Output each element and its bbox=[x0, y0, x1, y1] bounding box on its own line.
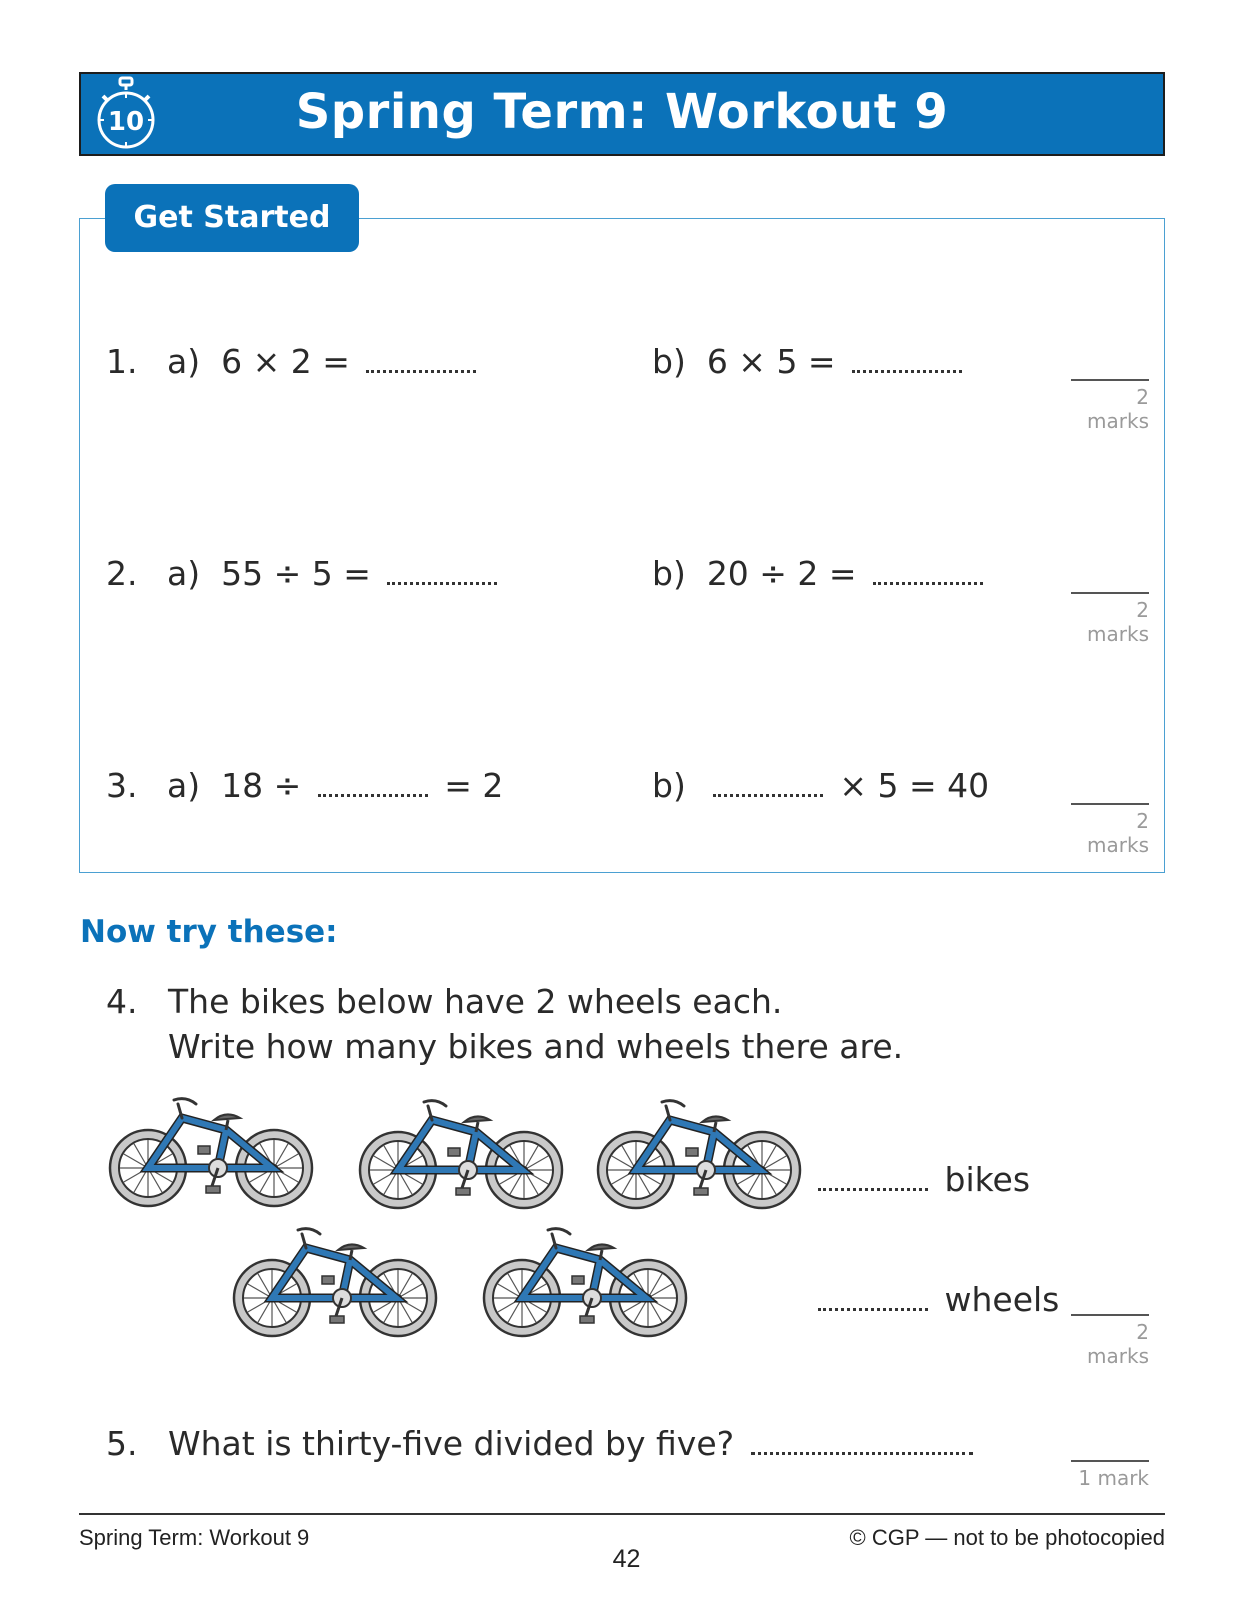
question-3-number: 3. bbox=[106, 766, 138, 805]
bike-illustration bbox=[356, 1092, 566, 1218]
question-3a bbox=[167, 766, 503, 805]
bikes-answer bbox=[818, 1160, 1030, 1199]
bicycle-icon bbox=[106, 1090, 316, 1216]
answer-blank-2b[interactable] bbox=[873, 576, 983, 585]
question-2a-text: 55 ÷ 5 = bbox=[221, 554, 371, 593]
question-5-text: What is thirty-five divided by five? bbox=[168, 1424, 735, 1463]
question-2b-text: 20 ÷ 2 = bbox=[706, 554, 857, 593]
answer-blank-1b[interactable] bbox=[852, 364, 962, 373]
question-2a-label: a) bbox=[167, 554, 201, 593]
answer-blank-2a[interactable] bbox=[387, 576, 497, 585]
question-4-line-1: The bikes below have 2 wheels each. bbox=[168, 982, 783, 1021]
answer-blank-wheels[interactable] bbox=[818, 1302, 928, 1311]
question-1b-text: 6 × 5 = bbox=[706, 342, 836, 381]
question-1a bbox=[167, 342, 482, 381]
bicycle-icon bbox=[480, 1220, 690, 1346]
question-1b bbox=[652, 342, 968, 381]
marks-q1: 2 marks bbox=[1071, 379, 1149, 433]
bike-illustration bbox=[106, 1090, 316, 1216]
marks-q2: 2 marks bbox=[1071, 592, 1149, 646]
question-2b-label: b) bbox=[652, 554, 686, 593]
wheels-label: wheels bbox=[944, 1280, 1060, 1319]
page-title: Spring Term: Workout 9 bbox=[295, 84, 949, 140]
question-1-number: 1. bbox=[106, 342, 138, 381]
footer-title: Spring Term: Workout 9 bbox=[79, 1525, 310, 1550]
header-bar bbox=[79, 72, 1165, 156]
answer-blank-1a[interactable] bbox=[366, 364, 476, 373]
answer-blank-bikes[interactable] bbox=[818, 1182, 928, 1191]
question-3b-post: × 5 = 40 bbox=[839, 766, 990, 805]
bicycle-icon bbox=[594, 1092, 804, 1218]
question-5-number: 5. bbox=[106, 1424, 138, 1463]
answer-blank-5[interactable] bbox=[751, 1446, 973, 1455]
question-2-number: 2. bbox=[106, 554, 138, 593]
question-1a-label: a) bbox=[167, 342, 201, 381]
marks-q5: 1 mark bbox=[1071, 1460, 1149, 1490]
section-heading: Now try these: bbox=[80, 914, 338, 950]
question-3b bbox=[652, 766, 989, 805]
bicycle-icon bbox=[356, 1092, 566, 1218]
bicycle-icon bbox=[230, 1220, 440, 1346]
answer-blank-3a[interactable] bbox=[318, 788, 428, 797]
wheels-answer bbox=[818, 1280, 1059, 1319]
question-4-number: 4. bbox=[106, 982, 138, 1021]
bike-illustration bbox=[230, 1220, 440, 1346]
question-4-line-2: Write how many bikes and wheels there are. bbox=[168, 1027, 904, 1066]
question-3a-label: a) bbox=[167, 766, 201, 805]
footer-divider bbox=[79, 1513, 1165, 1515]
question-3a-pre: 18 ÷ bbox=[221, 766, 302, 805]
question-1b-label: b) bbox=[652, 342, 686, 381]
timer-minutes: 10 bbox=[107, 107, 145, 137]
get-started-tab: Get Started bbox=[105, 184, 359, 252]
question-3b-label: b) bbox=[652, 766, 686, 805]
question-1a-text: 6 × 2 = bbox=[221, 342, 350, 381]
bike-illustration bbox=[594, 1092, 804, 1218]
footer-copyright: © CGP — not to be photocopied bbox=[849, 1525, 1165, 1550]
question-2a bbox=[167, 554, 503, 593]
bikes-label: bikes bbox=[944, 1160, 1031, 1199]
marks-q3: 2 marks bbox=[1071, 803, 1149, 857]
question-2b bbox=[652, 554, 989, 593]
question-3a-post: = 2 bbox=[444, 766, 504, 805]
question-5 bbox=[168, 1424, 979, 1463]
answer-blank-3b[interactable] bbox=[713, 788, 823, 797]
marks-q4: 2 marks bbox=[1071, 1314, 1149, 1368]
page-number: 42 bbox=[612, 1545, 641, 1573]
bike-illustration bbox=[480, 1220, 690, 1346]
